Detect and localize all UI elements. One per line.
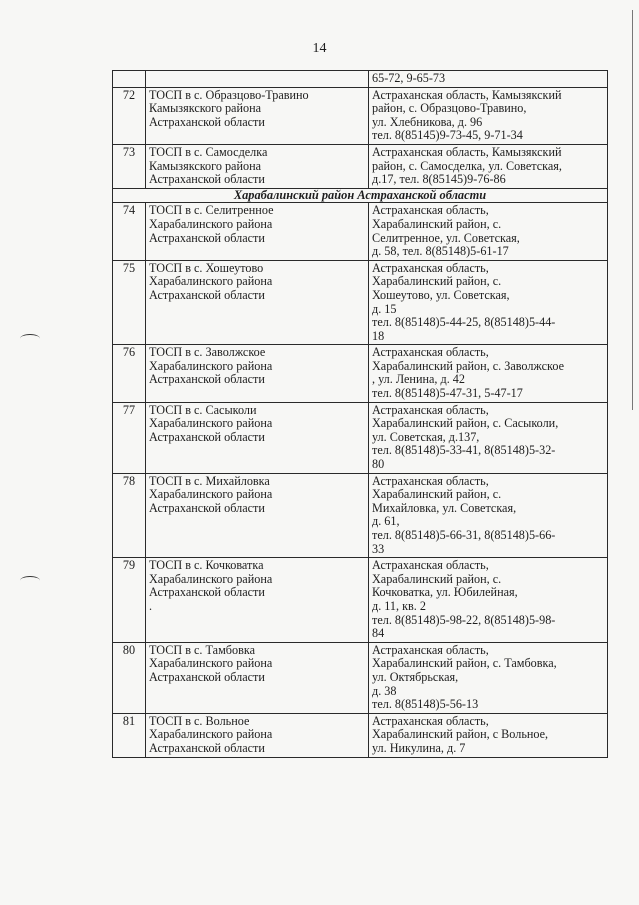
office-name-line: ТОСП в с. Тамбовка	[149, 642, 255, 657]
office-address-line: Харабалинский район, с.	[372, 487, 502, 502]
office-name-line: Астраханской области	[149, 585, 265, 600]
office-address-line: Кочковатка, ул. Юбилейная,	[372, 585, 518, 600]
office-address-line: Харабалинский район, с.	[372, 571, 502, 586]
office-address-line: Астраханская область,	[372, 402, 489, 417]
row-number: 76	[113, 345, 146, 402]
office-address-line: 65-72, 9-65-73	[372, 71, 446, 85]
office-address-line: тел. 8(85148)5-33-41, 8(85148)5-32-	[372, 443, 556, 458]
office-name-line: Харабалинского района	[149, 487, 273, 502]
office-address	[369, 203, 608, 260]
office-address-line: 18	[372, 328, 385, 343]
office-address-line: Астраханская область,	[372, 473, 489, 488]
office-name-line: Харабалинского района	[149, 571, 273, 586]
office-address	[369, 402, 608, 473]
office-name-line: Харабалинского района	[149, 656, 273, 671]
office-address-line: Астраханская область,	[372, 203, 489, 218]
office-address-line: Харабалинский район, с. Сасыколи,	[372, 416, 559, 431]
table-row	[113, 402, 608, 473]
row-number: 75	[113, 260, 146, 345]
table-row	[113, 203, 608, 260]
office-address	[369, 473, 608, 558]
table-row	[113, 713, 608, 757]
office-address-line: тел. 8(85148)5-47-31, 5-47-17	[372, 386, 523, 401]
office-address-line: ул. Октябрьская,	[372, 669, 459, 684]
office-address-line: д. 58, тел. 8(85148)5-61-17	[372, 244, 509, 259]
office-address-line: район, с. Самосделка, ул. Советская,	[372, 158, 562, 173]
office-name-line: Харабалинского района	[149, 727, 273, 742]
office-name-line: ТОСП в с. Самосделка	[149, 144, 268, 159]
office-address-line: Астраханская область,	[372, 260, 489, 275]
office-address-line: район, с. Образцово-Травино,	[372, 101, 527, 116]
table-row	[113, 345, 608, 402]
office-name-line: Астраханской области	[149, 372, 265, 387]
office-name	[146, 203, 369, 260]
office-name	[146, 642, 369, 713]
office-name	[146, 473, 369, 558]
office-address-line: д. 11, кв. 2	[372, 598, 426, 613]
office-address-line: 84	[372, 626, 385, 641]
office-address-line: ул. Советская, д.137,	[372, 429, 480, 444]
office-name-line: Харабалинского района	[149, 358, 273, 373]
office-name-line: Астраханской области	[149, 669, 265, 684]
office-address-line: тел. 8(85145)9-73-45, 9-71-34	[372, 128, 523, 143]
office-address-line: тел. 8(85148)5-66-31, 8(85148)5-66-	[372, 528, 556, 542]
office-address	[369, 71, 608, 88]
office-name	[146, 345, 369, 402]
office-name-line: Харабалинского района	[149, 274, 273, 289]
row-number: 74	[113, 203, 146, 260]
table-row	[113, 188, 608, 203]
table-row	[113, 87, 608, 144]
row-number: 81	[113, 713, 146, 757]
office-name	[146, 402, 369, 473]
office-address-line: Селитренное, ул. Советская,	[372, 230, 520, 245]
office-name-line: Харабалинского района	[149, 216, 273, 231]
office-address	[369, 345, 608, 402]
table-row	[113, 71, 608, 88]
office-address-line: 80	[372, 457, 385, 472]
office-address-line: тел. 8(85148)5-44-25, 8(85148)5-44-	[372, 315, 556, 330]
office-name-line: Астраханской области	[149, 429, 265, 444]
table-row	[113, 558, 608, 643]
office-address-line: 33	[372, 541, 385, 556]
office-address	[369, 87, 608, 144]
office-name	[146, 558, 369, 643]
office-name-line: ТОСП в с. Сасыколи	[149, 402, 257, 417]
office-address-line: Астраханская область,	[372, 642, 489, 657]
office-name	[146, 71, 369, 88]
office-name	[146, 144, 369, 188]
table-row	[113, 260, 608, 345]
office-address	[369, 558, 608, 643]
row-number: 72	[113, 87, 146, 144]
table-row	[113, 642, 608, 713]
office-name-line: ТОСП в с. Образцово-Травино	[149, 87, 309, 102]
office-address-line: д. 61,	[372, 514, 400, 529]
office-address	[369, 713, 608, 757]
row-number: 77	[113, 402, 146, 473]
row-number: 79	[113, 558, 146, 643]
office-address-line: Астраханская область,	[372, 558, 489, 573]
office-name-line: ТОСП в с. Кочковатка	[149, 558, 264, 573]
office-address-line: Астраханская область,	[372, 713, 489, 728]
row-number: 73	[113, 144, 146, 188]
office-address-line: Харабалинский район, с. Заволжское	[372, 358, 564, 373]
office-name-line: Харабалинского района	[149, 416, 273, 431]
office-address-line: д.17, тел. 8(85145)9-76-86	[372, 172, 506, 187]
office-name-line: ТОСП в с. Заволжское	[149, 345, 266, 360]
office-address-line: Харабалинский район, с.	[372, 274, 502, 289]
office-name-line: Астраханской области	[149, 230, 265, 245]
office-name	[146, 260, 369, 345]
page-number: 14	[312, 41, 327, 56]
row-number: 80	[113, 642, 146, 713]
office-address-line: тел. 8(85148)5-56-13	[372, 697, 479, 712]
office-address-line: ул. Никулина, д. 7	[372, 740, 466, 755]
office-name-line: Астраханской области	[149, 287, 265, 302]
table-row	[113, 144, 608, 188]
office-address-line: Астраханская область, Камызякский	[372, 87, 562, 102]
office-address-line: тел. 8(85148)5-98-22, 8(85148)5-98-	[372, 612, 556, 627]
office-address-table	[112, 70, 608, 758]
district-subheader: Харабалинский район Астраханской области	[113, 188, 608, 203]
office-name-line: ТОСП в с. Хошеутово	[149, 260, 264, 275]
office-name-line: ТОСП в с. Селитренное	[149, 203, 274, 218]
office-address-line: Харабалинский район, с.	[372, 216, 502, 231]
office-name-line: .	[149, 598, 153, 613]
office-address-line: Хошеутово, ул. Советская,	[372, 287, 510, 302]
margin-mark	[20, 334, 40, 343]
office-address	[369, 144, 608, 188]
office-name-line: ТОСП в с. Михайловка	[149, 473, 270, 488]
office-name-line: Камызякского района	[149, 158, 262, 173]
office-address-line: Харабалинский район, с Вольное,	[372, 727, 549, 742]
margin-mark	[20, 576, 40, 585]
office-name	[146, 87, 369, 144]
office-name-line: Астраханской области	[149, 500, 265, 515]
office-address-line: д. 15	[372, 301, 397, 316]
office-address-line: Астраханская область,	[372, 345, 489, 360]
office-name-line: Астраханской области	[149, 740, 265, 755]
row-number: 78	[113, 473, 146, 558]
office-address-line: Михайловка, ул. Советская,	[372, 500, 517, 515]
office-name-line: Астраханской области	[149, 172, 265, 187]
scan-edge-line	[632, 10, 633, 410]
office-name-line: Камызякского района	[149, 101, 262, 116]
office-address-line: Харабалинский район, с. Тамбовка,	[372, 656, 557, 671]
office-name-line: Астраханской области	[149, 114, 265, 129]
office-address-line: , ул. Ленина, д. 42	[372, 372, 465, 387]
office-address-line: д. 38	[372, 683, 397, 698]
office-name	[146, 713, 369, 757]
office-address	[369, 642, 608, 713]
office-address-line: ул. Хлебникова, д. 96	[372, 114, 483, 129]
office-address	[369, 260, 608, 345]
office-name-line: ТОСП в с. Вольное	[149, 713, 250, 728]
office-address-line: Астраханская область, Камызякский	[372, 144, 562, 159]
row-number	[113, 71, 146, 88]
table-row	[113, 473, 608, 558]
